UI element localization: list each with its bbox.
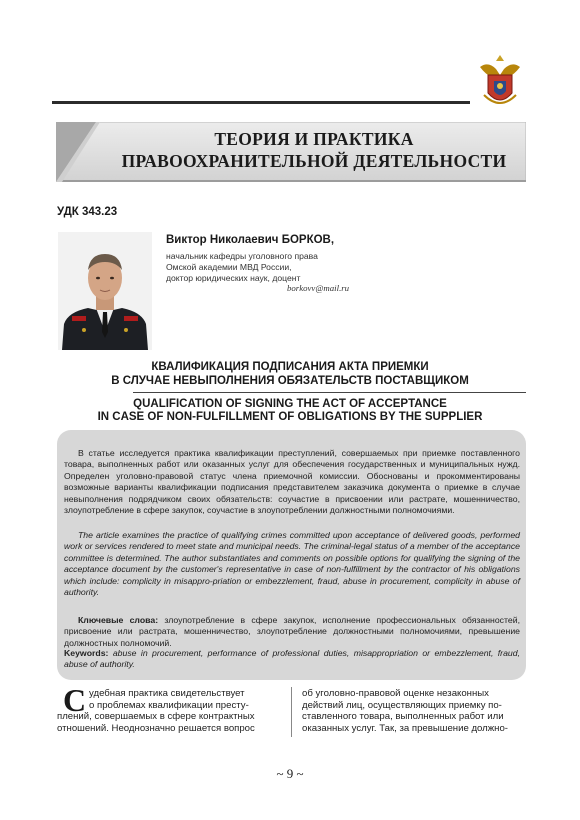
body-line: плений, совершаемых в сфере контрактных: [57, 711, 255, 722]
journal-title: [104, 128, 524, 172]
title-ru-line1: КВАЛИФИКАЦИЯ ПОДПИСАНИЯ АКТА ПРИЕМКИ: [151, 361, 429, 373]
author-photo: [58, 232, 152, 350]
title-en-line2: IN CASE OF NON-FULFILLMENT OF OBLIGATIONS BY THE SUPPLIER: [97, 411, 483, 423]
author-affiliation: Омской академии МВД России,: [166, 262, 292, 272]
title-en-line1: QUALIFICATION OF SIGNING THE ACT OF ACCEPTANCE: [133, 398, 447, 410]
keywords-en-text: abuse in procurement, performance of professional duties, misappropriation or embezzlement, fraud, abuse of authority.: [64, 648, 520, 670]
keywords-en-label: Keywords:: [64, 648, 109, 658]
body-line: об уголовно-правовой оценке незаконных: [302, 688, 489, 699]
body-column-left: [57, 688, 277, 734]
journal-title-line1: ТЕОРИЯ И ПРАКТИКА: [214, 129, 414, 149]
drop-cap: С: [63, 682, 87, 718]
author-email[interactable]: borkovv@mail.ru: [287, 283, 350, 293]
body-line: удебная практика свидетельствует: [89, 688, 245, 699]
body-column-right: [302, 688, 524, 734]
body-line: оказанных услуг. Так, за превышение должно-: [302, 722, 509, 734]
abstract-ru: В статье исследуется практика квалификации преступлений, совершаемых при приемке поставленного товара, выполненных работ или оказанных услуг для обеспечения государственных и муниципальных нужд. Определен уголовно-правовой статус члена приемочной комиссии. Обоснованы и прокомментированы возможные варианты квалификации подписания представителем заказчика документа о приемке в случае невыполнения подрядчиком своих обязательств: соучастие в присвоении или растрате, мошенничество, злоупотребление в сфере закупок, соучастие в злоупотреблении должностными полномочиями.: [64, 448, 520, 516]
author-degree: доктор юридических наук, доцент: [166, 273, 301, 283]
abstract-en: The article examines the practice of qualifying crimes committed upon acceptance of delivered goods, performed work or services rendered to meet state and municipal needs. The criminal-legal status of a member of the acceptance committee is determined. The author substantiates and comments on possible options for qualifying the signing of the acceptance document by the customer's representative in case of non-fulfillment by the contractor of his obligations which include: complicity in misappro-priation or embezzlement, fraud, abuse in procurement, complicity in abuse of authority.: [64, 530, 520, 598]
keywords-ru: [64, 615, 520, 649]
header-rule: [52, 101, 470, 104]
author-surname: БОРКОВ,: [281, 234, 335, 246]
author-position: начальник кафедры уголовного права: [166, 251, 318, 261]
author-name: [166, 234, 334, 246]
udk-code: УДК 343.23: [57, 206, 118, 218]
body-line: действий лиц, осуществляющих приемку по-: [302, 699, 502, 711]
body-line: ставленного товара, выполненных работ или: [302, 711, 504, 722]
title-divider: [133, 392, 526, 393]
title-ru-line2: В СЛУЧАЕ НЕВЫПОЛНЕНИЯ ОБЯЗАТЕЛЬСТВ ПОСТАВЩИКОМ: [111, 375, 469, 387]
keywords-ru-text: злоупотребление в сфере закупок, исполнение профессиональных обязанностей, присвоение или растрата, мошенничество, злоупотребление должностными полномочиями, превышение должностных полномочий.: [64, 615, 520, 648]
body-line: отношений. Неоднозначно решается вопрос: [57, 722, 255, 734]
page-number: ~ 9 ~: [276, 766, 304, 781]
journal-title-line2: ПРАВООХРАНИТЕЛЬНОЙ ДЕЯТЕЛЬНОСТИ: [121, 151, 507, 171]
body-line: о проблемах квалификации престу-: [89, 699, 249, 711]
author-first-names: Виктор Николаевич: [166, 234, 282, 246]
mvd-emblem-icon: [474, 53, 526, 111]
keywords-ru-label: Ключевые слова:: [78, 615, 159, 625]
column-divider: [291, 687, 292, 737]
keywords-en: [64, 648, 520, 671]
